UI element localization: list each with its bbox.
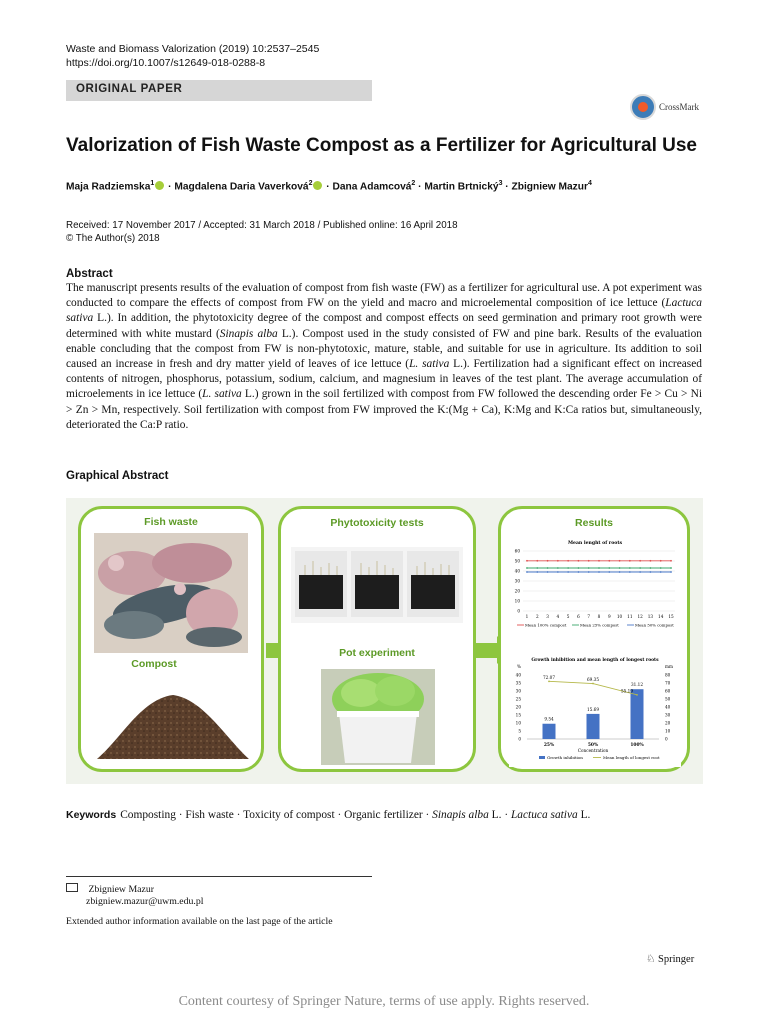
chart2-line-label: 69.35	[587, 677, 599, 683]
abstract-part: L.) grown in the soil fertilized with compost from FW followed the descending order Fe > Cu > Ni > Zn > Mn, respectively. Soil fertilization with compost from FW improved the K:(Mg + Ca), K:Mg and K:Ca ratios but, simultaneously, deteriorated the Ca:P ratio.	[66, 388, 702, 431]
chart2-y-right-tick: 80	[665, 672, 671, 678]
chart-growth-inhibition	[509, 653, 681, 767]
author-separator: ·	[502, 181, 512, 193]
chart1-point	[578, 560, 580, 562]
chart2-y-left-tick: 35	[515, 680, 521, 686]
author-list	[66, 180, 592, 192]
article-type: ORIGINAL PAPER	[76, 83, 183, 95]
label-pot-experiment: Pot experiment	[339, 647, 415, 659]
author-email[interactable]: zbigniew.mazur@uwm.edu.pl	[86, 896, 204, 907]
chart1-point	[557, 567, 559, 569]
chart2-line-label: 55.19	[621, 688, 633, 694]
chart1-x-tick: 6	[577, 614, 580, 619]
chart1-point	[536, 560, 538, 562]
author-separator: ·	[415, 181, 425, 193]
chart2-line-point	[636, 694, 638, 696]
footnote-author	[66, 883, 154, 897]
chart1-x-tick: 2	[535, 614, 539, 619]
springer-horse-icon: ♘	[646, 954, 656, 965]
chart2-category: 50%	[587, 743, 599, 748]
chart1-point	[670, 571, 672, 573]
chart2-y-right-tick: 0	[665, 736, 668, 742]
chart1-point	[588, 560, 590, 562]
chart1-x-tick: 15	[668, 614, 674, 619]
author-name[interactable]: Maja Radziemska	[66, 181, 151, 193]
chart2-y-right-tick: 20	[665, 720, 671, 726]
label-compost: Compost	[131, 658, 177, 670]
chart2-y-left-tick: 10	[515, 720, 521, 726]
chart1-x-tick: 14	[658, 614, 664, 619]
paper-title: Valorization of Fish Waste Compost as a Fertilizer for Agricultural Use	[66, 135, 697, 156]
keyword-part: Lactuca sativa	[510, 809, 578, 821]
journal-citation	[66, 42, 319, 70]
chart1-point	[650, 567, 652, 569]
chart2-x-label: Concentration	[577, 748, 609, 753]
doi-link[interactable]: https://doi.org/10.1007/s12649-018-0288-8	[66, 57, 266, 69]
chart1-point	[629, 571, 631, 573]
chart2-bar-label: 15.69	[587, 706, 599, 712]
extended-info: Extended author information available on the last page of the article	[66, 916, 333, 927]
fish-waste-photo	[94, 533, 248, 653]
author-separator: ·	[165, 181, 175, 193]
chart1-point	[547, 567, 549, 569]
chart1-point	[619, 571, 621, 573]
abstract-heading: Abstract	[66, 268, 113, 280]
chart1-point	[660, 567, 662, 569]
abstract-part: L. sativa	[202, 388, 242, 401]
chart1-x-tick: 13	[647, 614, 654, 619]
chart1-point	[619, 567, 621, 569]
chart2-bar-label: 9.54	[544, 716, 554, 722]
publisher-mark	[646, 953, 694, 965]
author-name[interactable]: Dana Adamcová	[332, 181, 412, 193]
chart1-point	[660, 560, 662, 562]
chart2-y-right-tick: 40	[665, 704, 671, 710]
chart2-y-right-unit: mm	[665, 664, 673, 669]
chart2-bar-label: 31.12	[631, 682, 643, 688]
author-affiliation: 4	[587, 180, 592, 187]
chart2-y-left-tick: 25	[515, 696, 521, 702]
chart1-x-tick: 5	[566, 614, 570, 619]
orcid-icon[interactable]	[155, 181, 164, 190]
chart1-y-tick: 60	[514, 548, 520, 554]
chart1-point	[547, 560, 549, 562]
chart1-x-tick: 8	[597, 614, 601, 619]
chart1-y-tick: 20	[514, 588, 520, 594]
chart2-category: 100%	[630, 743, 644, 748]
chart2-y-left-tick: 0	[518, 736, 521, 742]
chart1-point	[670, 560, 672, 562]
chart1-x-tick: 3	[546, 614, 549, 619]
chart2-line-point	[592, 683, 594, 685]
keywords	[66, 809, 590, 821]
crossmark-label[interactable]: CrossMark	[659, 102, 699, 112]
chart1-point	[567, 567, 569, 569]
author-name[interactable]: Zbigniew Mazur	[511, 181, 588, 193]
chart1-point	[629, 560, 631, 562]
chart2-y-right-tick: 30	[665, 712, 671, 718]
chart-mean-root-length	[509, 535, 681, 631]
abstract-part: L.). Fertilization had a significant effect on increased contents of nitrogen, phosphorus, potassium, sodium, calcium, and magnesium in leaves of the test plant. The average accumulation of microelements in ice lettuce (	[66, 358, 702, 401]
chart1-x-tick: 4	[556, 614, 560, 619]
chart1-point	[639, 560, 641, 562]
graphical-abstract-heading: Graphical Abstract	[66, 470, 169, 482]
chart1-point	[650, 571, 652, 573]
panel-inputs	[78, 506, 264, 772]
chart1-x-tick: 10	[616, 614, 623, 619]
chart1-title: Mean lenght of roots	[567, 541, 623, 546]
chart2-bar	[543, 724, 556, 739]
publication-dates	[66, 219, 458, 245]
abstract-part: Lactuca sativa	[66, 297, 702, 325]
chart1-point	[526, 560, 528, 562]
chart1-point	[670, 567, 672, 569]
chart2-bar	[631, 689, 644, 739]
chart1-point	[536, 571, 538, 573]
chart1-point	[598, 571, 600, 573]
chart1-point	[567, 571, 569, 573]
chart1-point	[608, 571, 610, 573]
publisher-name: Springer	[658, 954, 695, 965]
chart2-y-left-unit: %	[517, 664, 521, 669]
author-separator: ·	[323, 181, 333, 193]
chart1-y-tick: 40	[514, 568, 520, 574]
chart1-x-tick: 9	[607, 614, 611, 619]
keyword-part: Composting · Fish waste · Toxicity of compost · Organic fertilizer ·	[120, 809, 433, 821]
chart2-line-label: 72.07	[543, 674, 555, 680]
chart1-point	[557, 571, 559, 573]
label-phytotoxicity: Phytotoxicity tests	[330, 517, 424, 529]
panel-tests	[278, 506, 476, 772]
crossmark-center	[638, 102, 648, 112]
author-affiliation: 3	[498, 180, 503, 187]
graphical-abstract	[66, 498, 703, 784]
chart2-y-left-tick: 30	[515, 688, 521, 694]
author-affiliation: 2	[308, 180, 313, 187]
chart1-point	[557, 560, 559, 562]
copyright-line: © The Author(s) 2018	[66, 233, 160, 244]
chart1-point	[526, 567, 528, 569]
keyword-part: L.	[577, 809, 591, 821]
chart1-y-tick: 0	[517, 608, 520, 614]
author-affiliation: 1	[150, 180, 155, 187]
author-name[interactable]: Magdalena Daria Vaverková	[174, 181, 309, 193]
chart1-point	[650, 560, 652, 562]
chart1-x-tick: 1	[525, 614, 529, 619]
chart1-point	[660, 571, 662, 573]
chart1-legend-label: Mean 100% compost	[525, 622, 567, 628]
author-affiliation: 2	[411, 180, 416, 187]
courtesy-notice: Content courtesy of Springer Nature, terms of use apply. Rights reserved.	[178, 994, 590, 1009]
chart1-y-tick: 30	[514, 578, 520, 584]
chart2-y-right-tick: 50	[665, 696, 671, 702]
chart2-legend-bar-label: Growth inhibition	[547, 755, 583, 760]
keyword-part: L. ·	[488, 809, 511, 821]
chart1-x-tick: 12	[637, 614, 643, 619]
panel-results	[498, 506, 690, 772]
dates-line: Received: 17 November 2017 / Accepted: 31 March 2018 / Published online: 16 April 2018	[66, 220, 458, 231]
chart1-point	[608, 560, 610, 562]
phytotoxicity-photo	[291, 547, 463, 623]
abstract-text	[66, 281, 702, 433]
chart1-point	[588, 567, 590, 569]
chart1-point	[598, 560, 600, 562]
chart2-y-left-tick: 40	[515, 672, 521, 678]
chart2-y-right-tick: 10	[665, 728, 671, 734]
chart2-y-right-tick: 60	[665, 688, 671, 694]
chart1-background	[509, 535, 681, 631]
chart2-y-right-tick: 70	[665, 680, 671, 686]
chart1-point	[639, 567, 641, 569]
abstract-part: L.). Compost used in the study consisted of FW and pine bark. Results of the evaluation enable concluding that the compost from FW is non-phytotoxic, mature, stable, and suitable for use in agriculture. Its addition to soil caused an increase in fresh and dry matter yield of leaves of ice lettuce (	[66, 327, 702, 371]
chart1-point	[536, 567, 538, 569]
chart2-y-left-tick: 15	[515, 712, 521, 718]
corresponding-author: Zbigniew Mazur	[88, 884, 155, 895]
keywords-label: Keywords	[66, 809, 117, 821]
label-results: Results	[575, 517, 613, 529]
chart1-point	[578, 571, 580, 573]
chart1-point	[567, 560, 569, 562]
chart2-y-left-tick: 5	[518, 728, 521, 734]
label-fish-waste: Fish waste	[144, 516, 198, 528]
chart1-point	[578, 567, 580, 569]
chart1-y-tick: 10	[514, 598, 520, 604]
footnote-rule	[66, 876, 372, 877]
chart1-point	[608, 567, 610, 569]
author-name[interactable]: Martin Brtnický	[424, 181, 499, 193]
chart1-x-tick: 11	[627, 614, 633, 619]
abstract-part: L.). In addition, the phytotoxicity degree of the compost and compost effects on seed germination and primary root growth were determined with white mustard (	[66, 312, 702, 340]
chart1-point	[629, 567, 631, 569]
article-type-bar	[66, 80, 372, 101]
chart1-point	[526, 571, 528, 573]
abstract-part: Sinapis alba	[219, 327, 278, 340]
orcid-icon[interactable]	[313, 181, 322, 190]
chart1-point	[619, 560, 621, 562]
chart1-point	[639, 571, 641, 573]
chart1-point	[598, 567, 600, 569]
chart2-y-left-tick: 20	[515, 704, 521, 710]
pot-experiment-photo	[321, 669, 435, 765]
chart1-x-tick: 7	[587, 614, 591, 619]
chart1-point	[547, 571, 549, 573]
journal-line: Waste and Biomass Valorization (2019) 10:2537–2545	[66, 43, 320, 55]
chart1-point	[588, 571, 590, 573]
chart2-line-point	[548, 680, 550, 682]
chart2-title: Growth inhibition and mean length of longest roots	[531, 658, 659, 663]
crossmark-icon[interactable]	[630, 94, 656, 120]
abstract-part: The manuscript presents results of the evaluation of compost from fish waste (FW) as a fertilizer for agricultural use. A pot experiment was conducted to compare the effects of compost from FW on the yield and macro and microelemental composition of ice lettuce (	[66, 282, 702, 310]
chart1-y-tick: 50	[514, 558, 520, 564]
abstract-part: L. sativa	[409, 358, 450, 371]
chart2-category: 25%	[543, 743, 555, 748]
compost-photo	[91, 679, 253, 767]
keyword-part: Sinapis alba	[432, 809, 489, 821]
chart2-legend-line-label: Mean length of longest root	[603, 755, 660, 760]
chart1-legend-label: Mean 50% compost	[635, 622, 674, 628]
chart2-legend-bar-swatch	[539, 756, 545, 759]
arrow-2-body	[476, 643, 498, 658]
chart1-legend-label: Mean 25% compost	[580, 622, 619, 628]
chart2-bar	[587, 714, 600, 739]
envelope-icon	[66, 883, 78, 892]
